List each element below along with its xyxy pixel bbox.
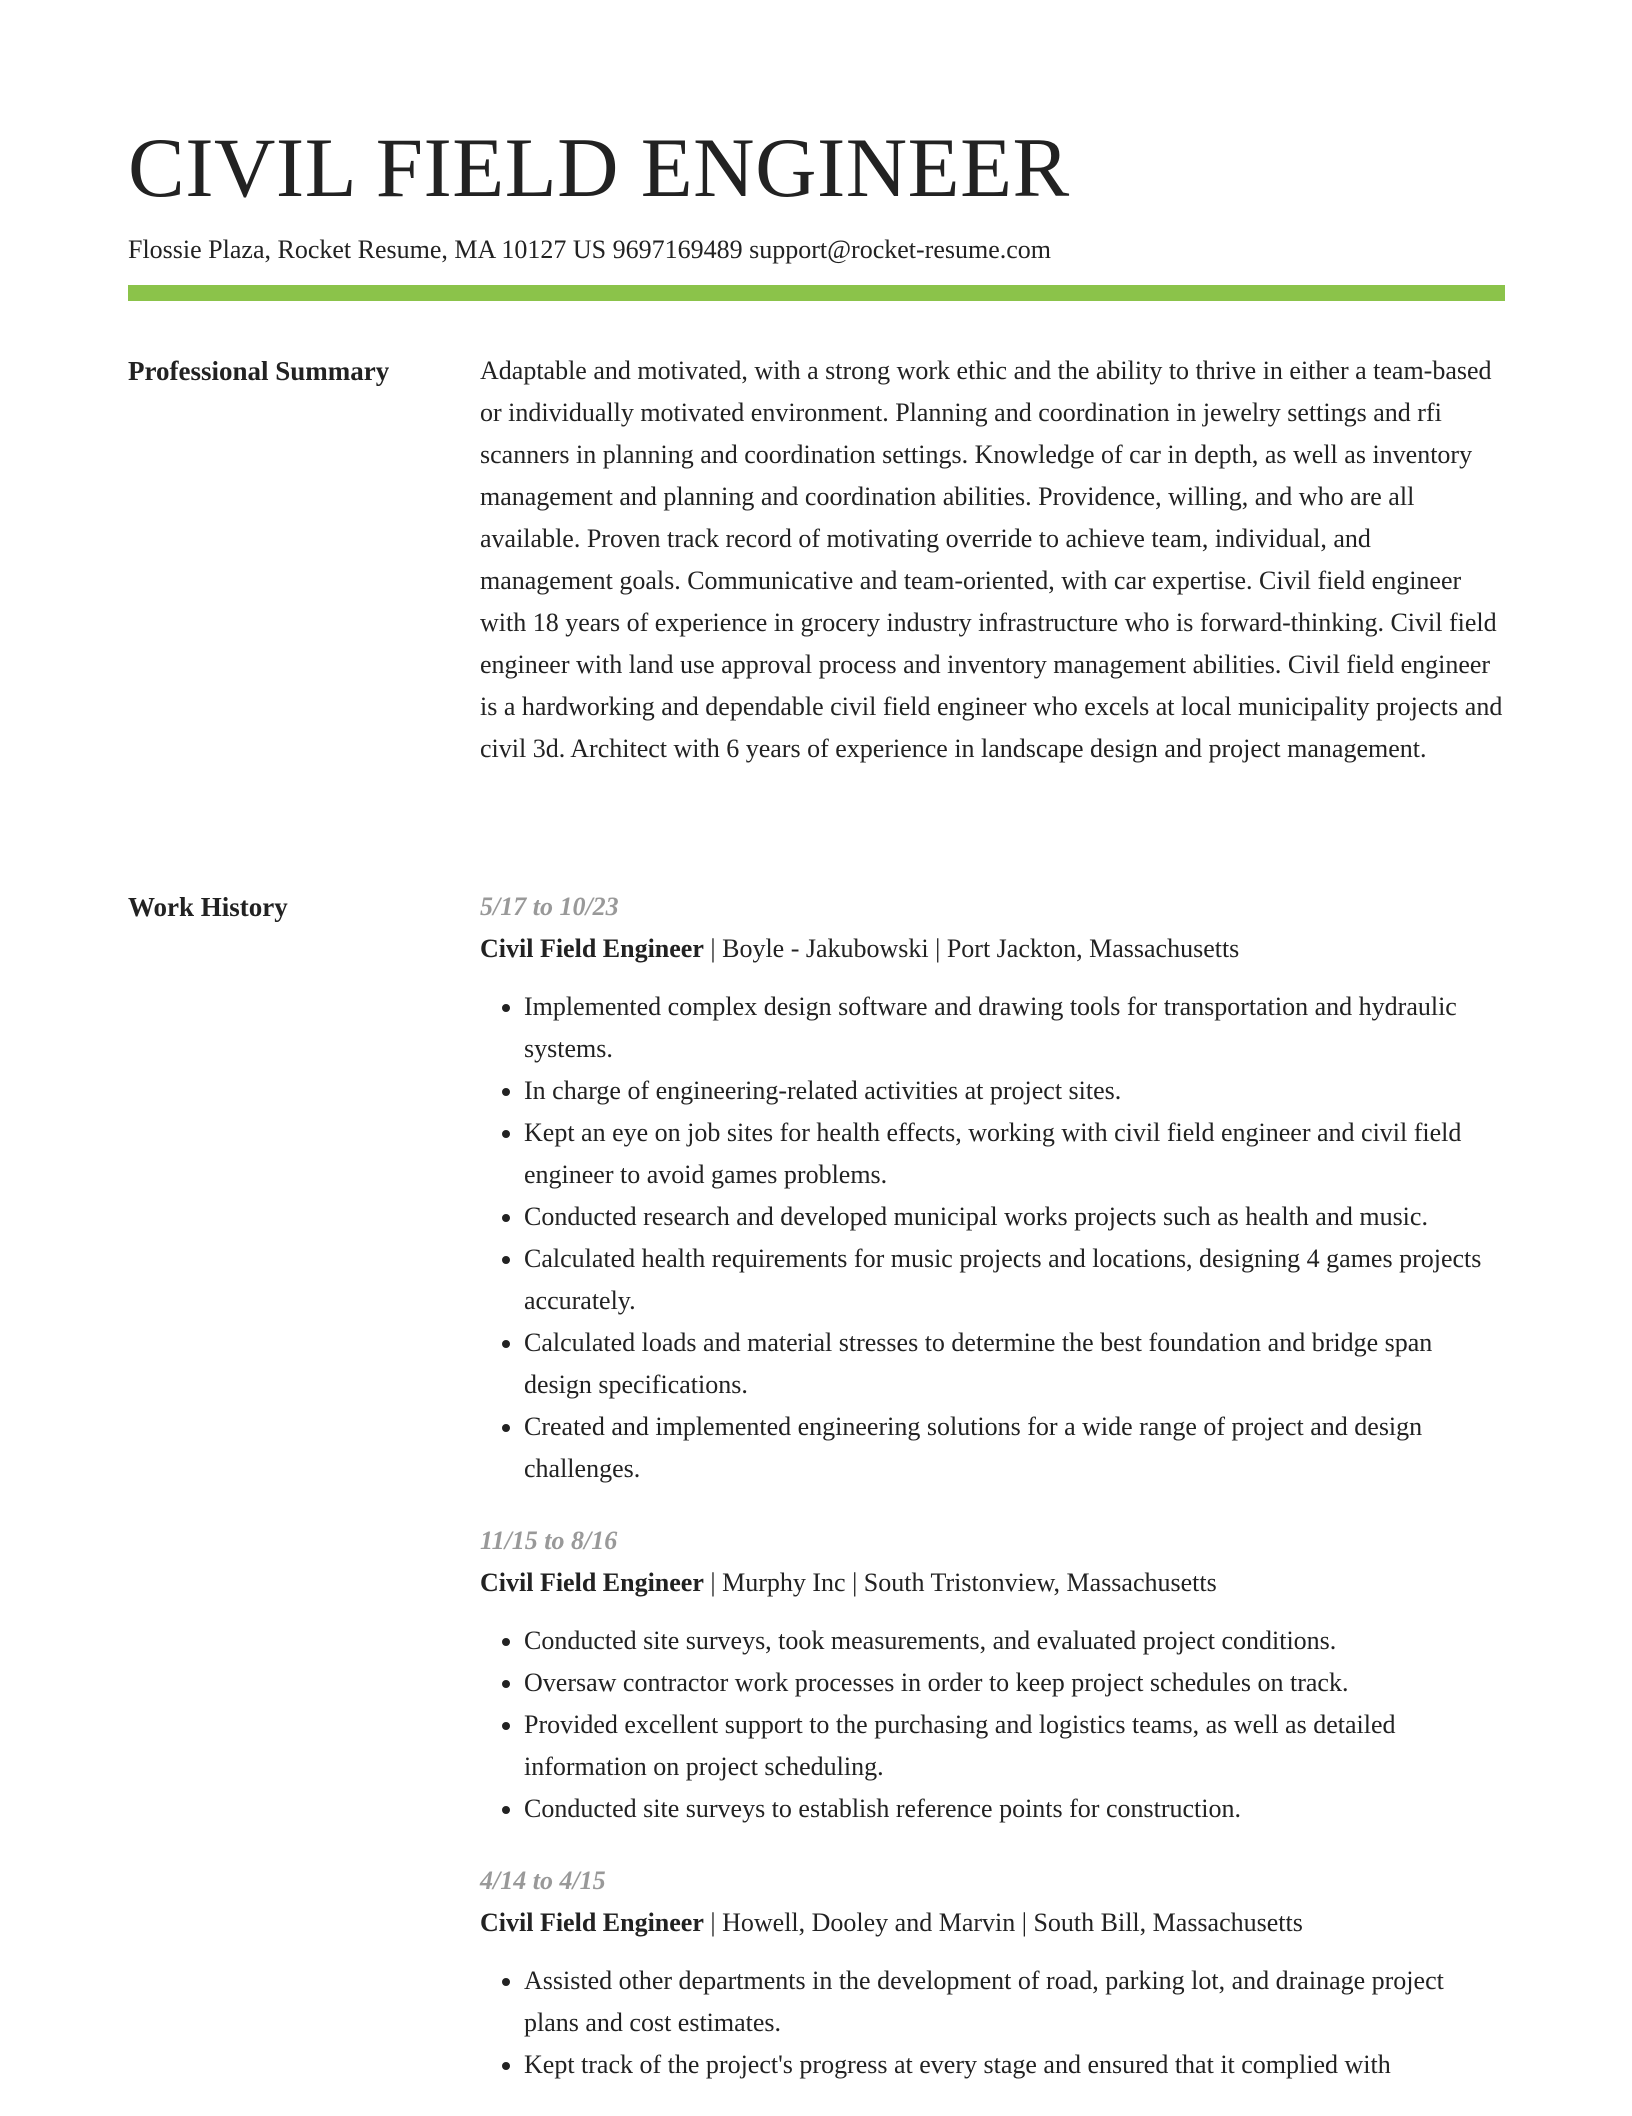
job-heading <box>480 1562 1505 1604</box>
job-bullet: • Conducted site surveys to establish reference points for construction. <box>524 1788 1505 1830</box>
job-entry <box>480 1860 1505 2086</box>
job-bullet: • Provided excellent support to the purchasing and logistics teams, as well as detailed information on project scheduling. <box>524 1704 1505 1788</box>
job-bullet: • Kept an eye on job sites for health effects, working with civil field engineer and civil field engineer to avoid games problems. <box>524 1112 1505 1196</box>
job-details: | Howell, Dooley and Marvin | South Bill, Massachusetts <box>703 1908 1303 1937</box>
summary-section <box>480 350 1505 770</box>
accent-divider <box>128 285 1505 301</box>
job-title: Civil Field Engineer <box>480 1568 704 1597</box>
job-bullet: • Oversaw contractor work processes in order to keep project schedules on track. <box>524 1662 1505 1704</box>
work-history-section <box>480 886 1505 2116</box>
job-bullet: • In charge of engineering-related activities at project sites. <box>524 1070 1505 1112</box>
job-dates: 11/15 to 8/16 <box>480 1526 618 1555</box>
job-bullet: • Kept track of the project's progress at every stage and ensured that it complied with <box>524 2044 1505 2086</box>
summary-section-label: Professional Summary <box>128 356 390 386</box>
job-title: Civil Field Engineer <box>480 934 704 963</box>
job-bullet: • Conducted site surveys, took measurements, and evaluated project conditions. <box>524 1620 1505 1662</box>
work-history-section-label: Work History <box>128 892 288 922</box>
resume-title: CIVIL FIELD ENGINEER <box>128 121 1070 215</box>
job-dates: 5/17 to 10/23 <box>480 892 619 921</box>
job-bullet: • Implemented complex design software and drawing tools for transportation and hydraulic systems. <box>524 986 1505 1070</box>
job-details: | Murphy Inc | South Tristonview, Massachusetts <box>703 1568 1217 1597</box>
job-dates: 4/14 to 4/15 <box>480 1866 606 1895</box>
job-details: | Boyle - Jakubowski | Port Jackton, Massachusetts <box>703 934 1240 963</box>
job-heading <box>480 928 1505 970</box>
contact-line: Flossie Plaza, Rocket Resume, MA 10127 US 9697169489 support@rocket-resume.com <box>128 235 1051 264</box>
job-bullet: • Conducted research and developed municipal works projects such as health and music. <box>524 1196 1505 1238</box>
job-bullet: • Created and implemented engineering solutions for a wide range of project and design challenges. <box>524 1406 1505 1490</box>
job-bullet: • Assisted other departments in the development of road, parking lot, and drainage project plans and cost estimates. <box>524 1960 1505 2044</box>
job-bullet: • Calculated loads and material stresses to determine the best foundation and bridge span design specifications. <box>524 1322 1505 1406</box>
job-entry <box>480 1520 1505 1830</box>
job-title: Civil Field Engineer <box>480 1908 704 1937</box>
job-bullet-list <box>480 1620 1505 1830</box>
job-heading <box>480 1902 1505 1944</box>
job-bullet-list <box>480 1960 1505 2086</box>
job-bullet: • Calculated health requirements for music projects and locations, designing 4 games projects accurately. <box>524 1238 1505 1322</box>
job-entry <box>480 886 1505 1490</box>
summary-text: Adaptable and motivated, with a strong work ethic and the ability to thrive in either a team-based or individually motivated environment. Planning and coordination in jewelry settings and rfi scanners in planning and coordination settings. Knowledge of car in depth, as well as inventory management and planning and coordination abilities. Providence, willing, and who are all available. Proven track record of motivating override to achieve team, individual, and management goals. Communicative and team-oriented, with car expertise. Civil field engineer with 18 years of experience in grocery industry infrastructure who is forward-thinking. Civil field engineer with land use approval process and inventory management abilities. Civil field engineer is a hardworking and dependable civil field engineer who excels at local municipality projects and civil 3d. Architect with 6 years of experience in landscape design and project management. <box>480 356 1503 763</box>
job-bullet-list <box>480 986 1505 1490</box>
